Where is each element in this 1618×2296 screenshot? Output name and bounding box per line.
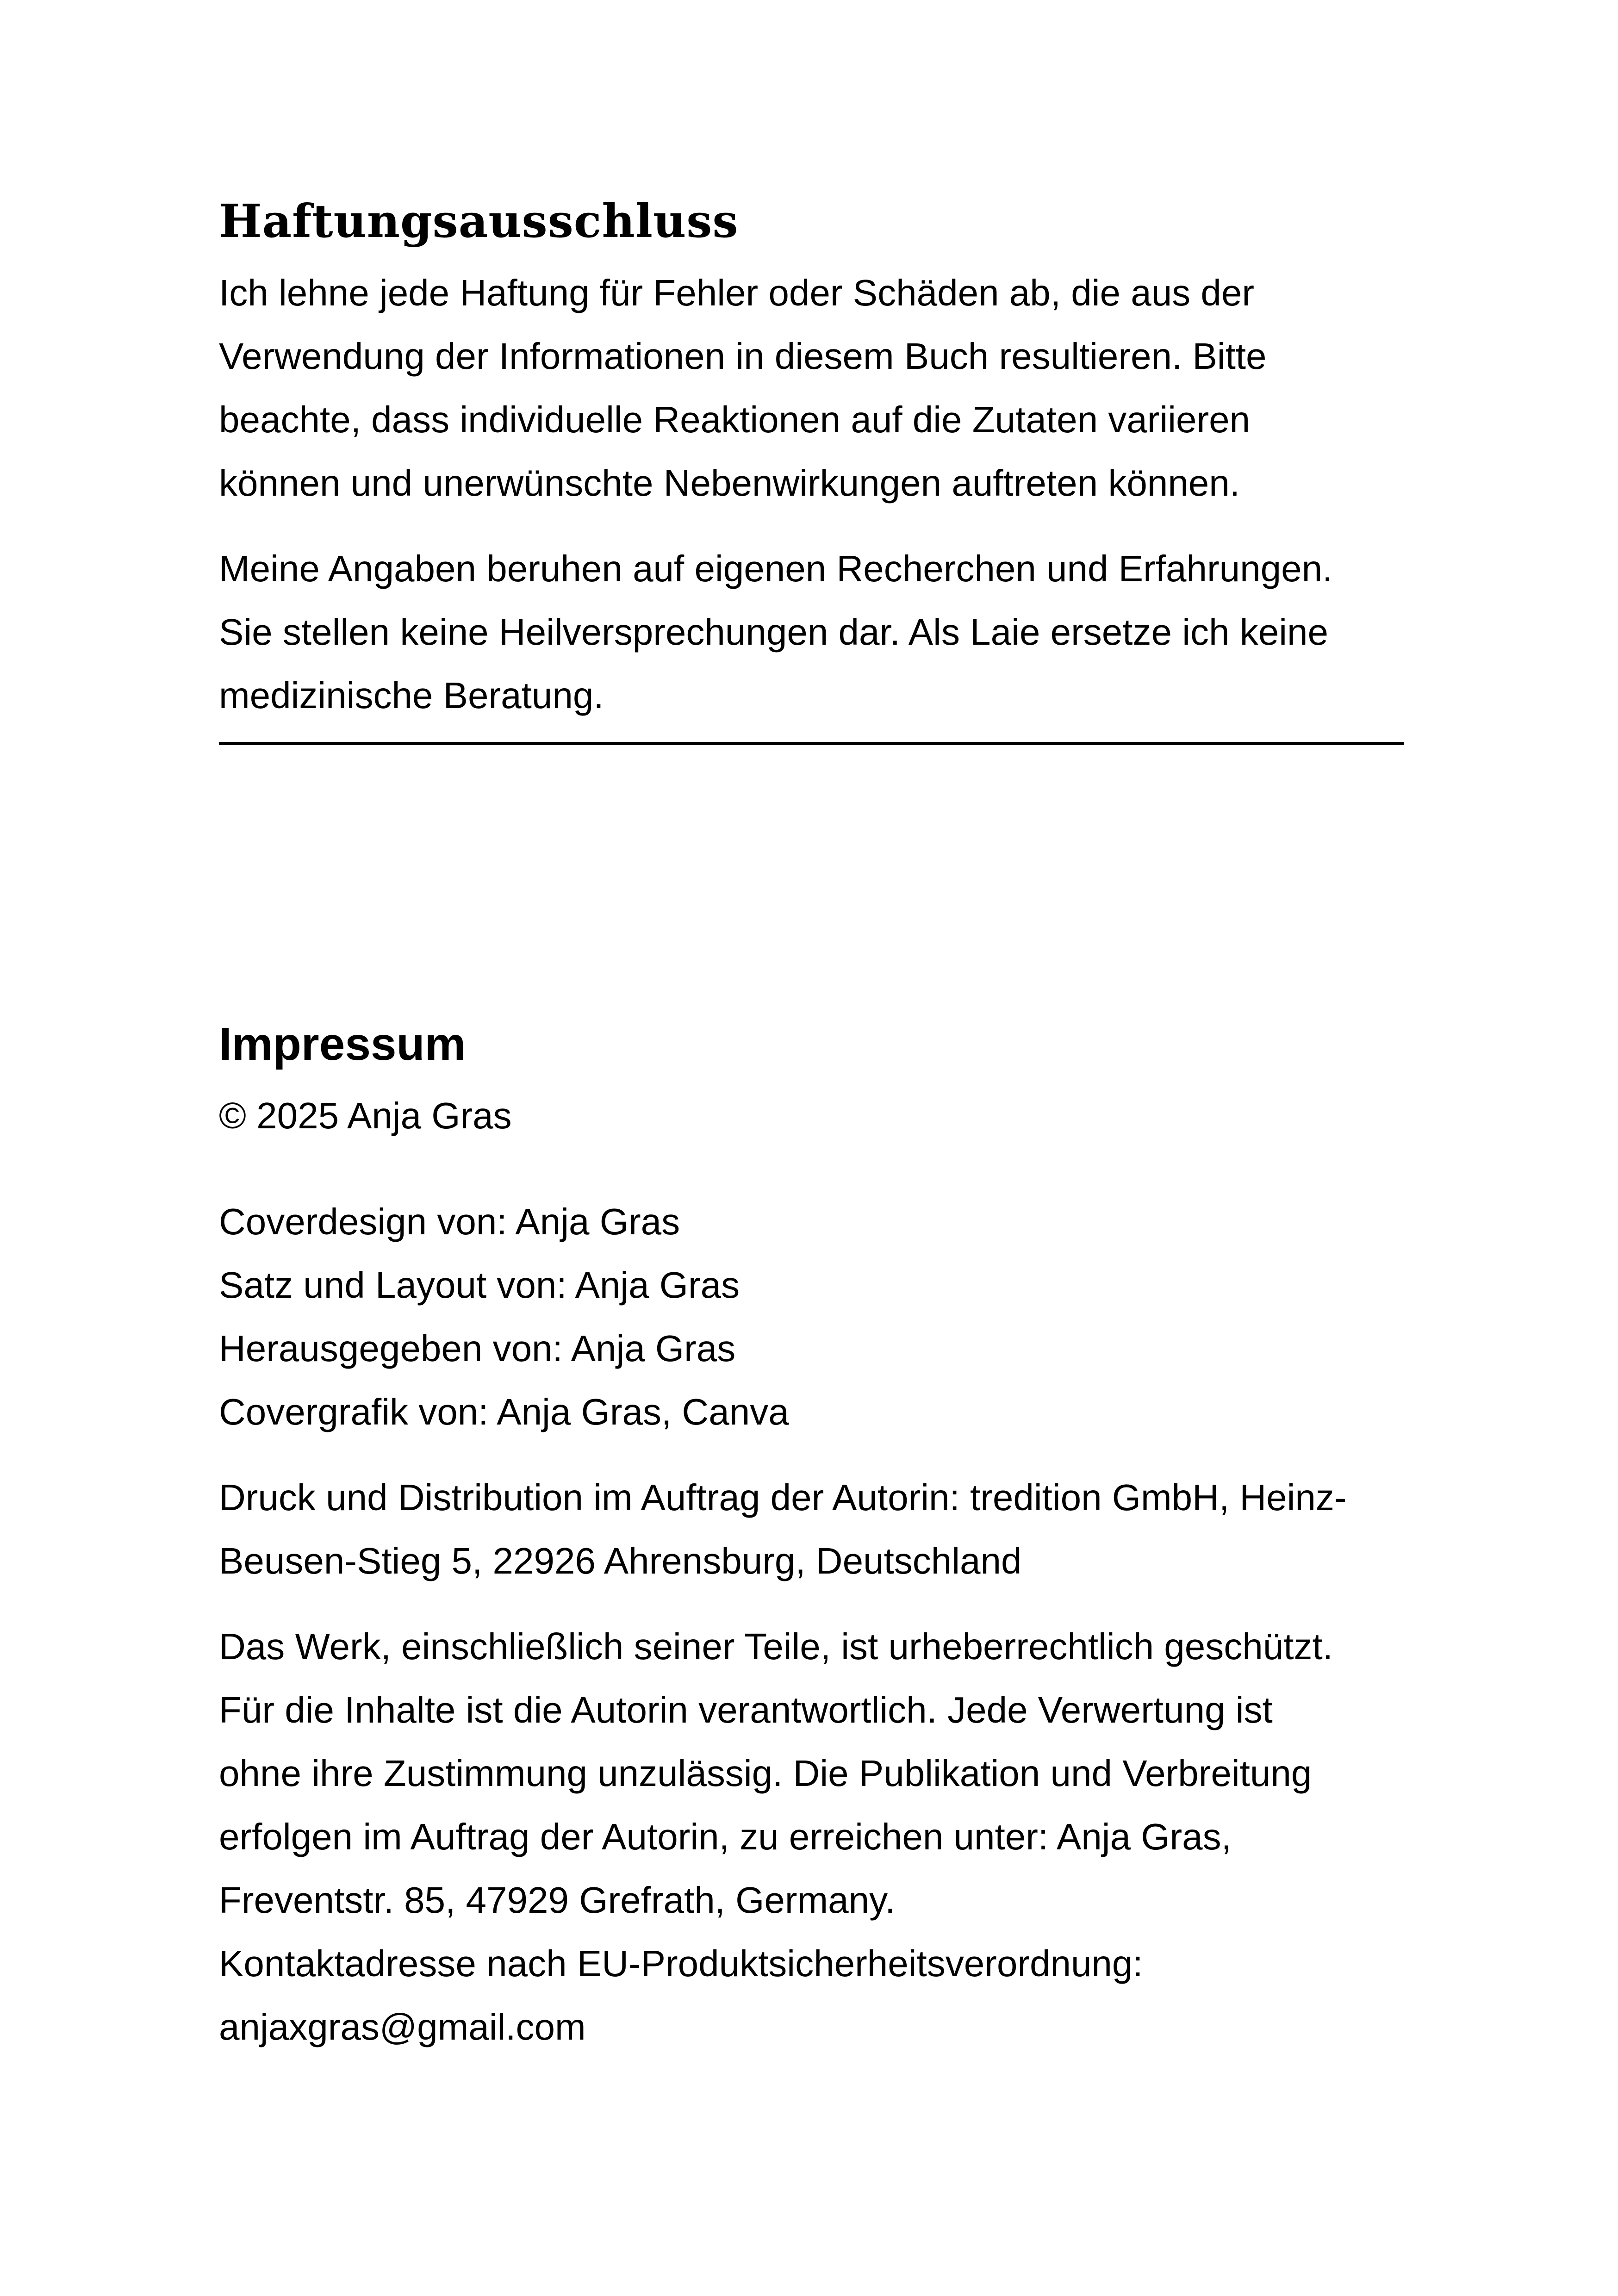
text-line: beachte, dass individuelle Reaktionen auf die Zutaten variieren <box>219 398 1251 440</box>
text-line: können und unerwünschte Nebenwirkungen auftreten können. <box>219 462 1240 504</box>
text-line: Freventstr. 85, 47929 Grefrath, Germany. <box>219 1879 896 1921</box>
text-line: Meine Angaben beruhen auf eigenen Recherchen und Erfahrungen. <box>219 548 1333 589</box>
text-line: Ich lehne jede Haftung für Fehler oder Schäden ab, die aus der <box>219 272 1255 313</box>
text-line: Kontaktadresse nach EU-Produktsicherheitsverordnung: <box>219 1943 1143 1984</box>
text-line: Sie stellen keine Heilversprechungen dar. Als Laie ersetze ich keine <box>219 611 1328 653</box>
text-line: ohne ihre Zustimmung unzulässig. Die Publikation und Verbreitung <box>219 1753 1312 1794</box>
text-line: erfolgen im Auftrag der Autorin, zu erreichen unter: Anja Gras, <box>219 1816 1232 1857</box>
text-line: medizinische Beratung. <box>219 674 604 716</box>
credits-block <box>219 1190 1404 1444</box>
rights-block <box>219 1615 1404 2059</box>
impressum-section <box>219 1016 1404 2081</box>
section-divider <box>219 742 1404 745</box>
text-line: Verwendung der Informationen in diesem Buch resultieren. Bitte <box>219 335 1267 377</box>
text-line: Das Werk, einschließlich seiner Teile, ist urheberrechtlich geschützt. <box>219 1626 1333 1667</box>
contact-email: anjaxgras@gmail.com <box>219 2006 586 2047</box>
disclaimer-paragraph-2 <box>219 537 1404 727</box>
distribution-block <box>219 1466 1404 1593</box>
copyright-line <box>219 1084 1404 1147</box>
credit-line: Satz und Layout von: Anja Gras <box>219 1264 740 1306</box>
disclaimer-title: Haftungsausschluss <box>219 195 739 248</box>
disclaimer-paragraph-1 <box>219 261 1404 515</box>
copyright-text: © 2025 Anja Gras <box>219 1095 512 1136</box>
credit-line: Covergrafik von: Anja Gras, Canva <box>219 1391 789 1432</box>
text-line: Druck und Distribution im Auftrag der Autorin: tredition GmbH, Heinz- <box>219 1477 1347 1518</box>
disclaimer-section <box>219 194 1404 745</box>
text-line: Beusen-Stieg 5, 22926 Ahrensburg, Deutschland <box>219 1540 1022 1581</box>
credit-line: Coverdesign von: Anja Gras <box>219 1201 680 1242</box>
text-line: Für die Inhalte ist die Autorin verantwortlich. Jede Verwertung ist <box>219 1689 1273 1730</box>
impressum-title: Impressum <box>219 1018 466 1070</box>
credit-line: Herausgegeben von: Anja Gras <box>219 1328 736 1369</box>
